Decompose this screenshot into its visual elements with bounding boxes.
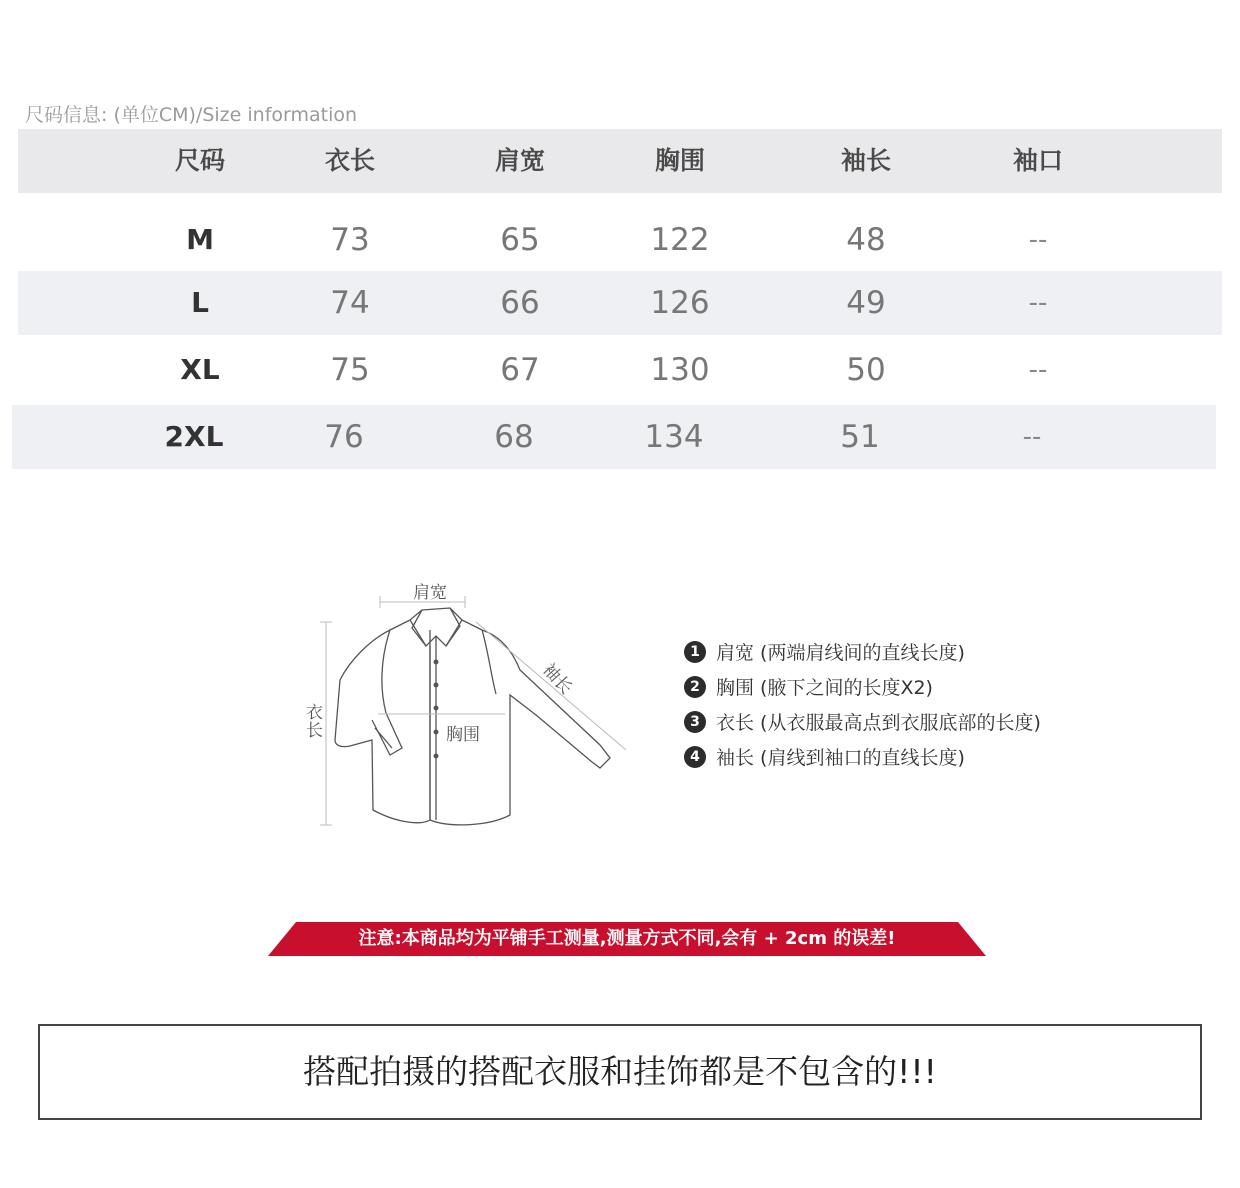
chest-cell: 126 — [650, 285, 710, 321]
table-row — [18, 338, 1222, 402]
cuff-cell: -- — [1028, 288, 1048, 318]
table-header-row — [18, 129, 1222, 193]
cuff-cell: -- — [1022, 422, 1042, 452]
sleeve-cell: 50 — [846, 352, 886, 388]
length-cell: 75 — [330, 352, 370, 388]
header-shoulder: 肩宽 — [494, 146, 545, 175]
note-text: 袖长 (肩线到袖口的直线长度) — [716, 747, 965, 769]
number-badge-icon: 1 — [684, 641, 706, 663]
length-cell: 74 — [330, 285, 370, 321]
chest-cell: 122 — [650, 222, 710, 258]
table-row — [18, 271, 1222, 335]
chest-cell: 130 — [650, 352, 710, 388]
chest-label: 胸围 — [446, 725, 480, 745]
size-cell: 2XL — [164, 420, 224, 453]
shoulder-cell: 68 — [494, 419, 534, 455]
sleeve-length-label: 袖长 — [538, 659, 576, 699]
shoulder-cell: 66 — [500, 285, 540, 321]
sleeve-cell: 51 — [840, 419, 880, 455]
size-cell: M — [186, 223, 214, 256]
banner-text: 注意:本商品均为平铺手工测量,测量方式不同,会有 + 2cm 的误差! — [358, 928, 896, 949]
note-item — [684, 634, 1041, 669]
note-item — [684, 704, 1041, 739]
table-row — [18, 208, 1222, 272]
size-cell: XL — [180, 353, 220, 386]
size-info-caption: 尺码信息: (单位CM)/Size information — [25, 104, 358, 126]
cuff-cell: -- — [1028, 355, 1048, 385]
length-cell: 73 — [330, 222, 370, 258]
shirt-illustration — [300, 570, 640, 840]
note-text: 衣长 (从衣服最高点到衣服底部的长度) — [716, 712, 1041, 734]
sleeve-cell: 48 — [846, 222, 886, 258]
shoulder-cell: 65 — [500, 222, 540, 258]
shoulder-width-label: 肩宽 — [413, 583, 447, 603]
size-cell: L — [191, 286, 209, 319]
header-chest: 胸围 — [654, 146, 705, 175]
cuff-cell: -- — [1028, 225, 1048, 255]
number-badge-icon: 4 — [684, 746, 706, 768]
chest-cell: 134 — [644, 419, 704, 455]
note-item — [684, 669, 1041, 704]
body-length-label: 衣长 — [306, 703, 323, 741]
note-item — [684, 739, 1041, 774]
length-cell: 76 — [324, 419, 364, 455]
sleeve-cell: 49 — [846, 285, 886, 321]
shirt-measurement-diagram — [300, 570, 640, 840]
note-text: 胸围 (腋下之间的长度X2) — [716, 677, 933, 699]
header-cuff: 袖口 — [1012, 146, 1063, 175]
header-size: 尺码 — [174, 146, 225, 175]
note-text: 肩宽 (两端肩线间的直线长度) — [716, 642, 965, 664]
header-length: 衣长 — [324, 146, 375, 175]
accessories-not-included-notice: 搭配拍摄的搭配衣服和挂饰都是不包含的!!! — [38, 1024, 1202, 1120]
measurement-notes — [684, 634, 1041, 774]
number-badge-icon: 3 — [684, 711, 706, 733]
header-sleeve: 袖长 — [840, 146, 891, 175]
shoulder-cell: 67 — [500, 352, 540, 388]
number-badge-icon: 2 — [684, 676, 706, 698]
table-row — [12, 405, 1216, 469]
measurement-warning-banner — [268, 922, 986, 956]
